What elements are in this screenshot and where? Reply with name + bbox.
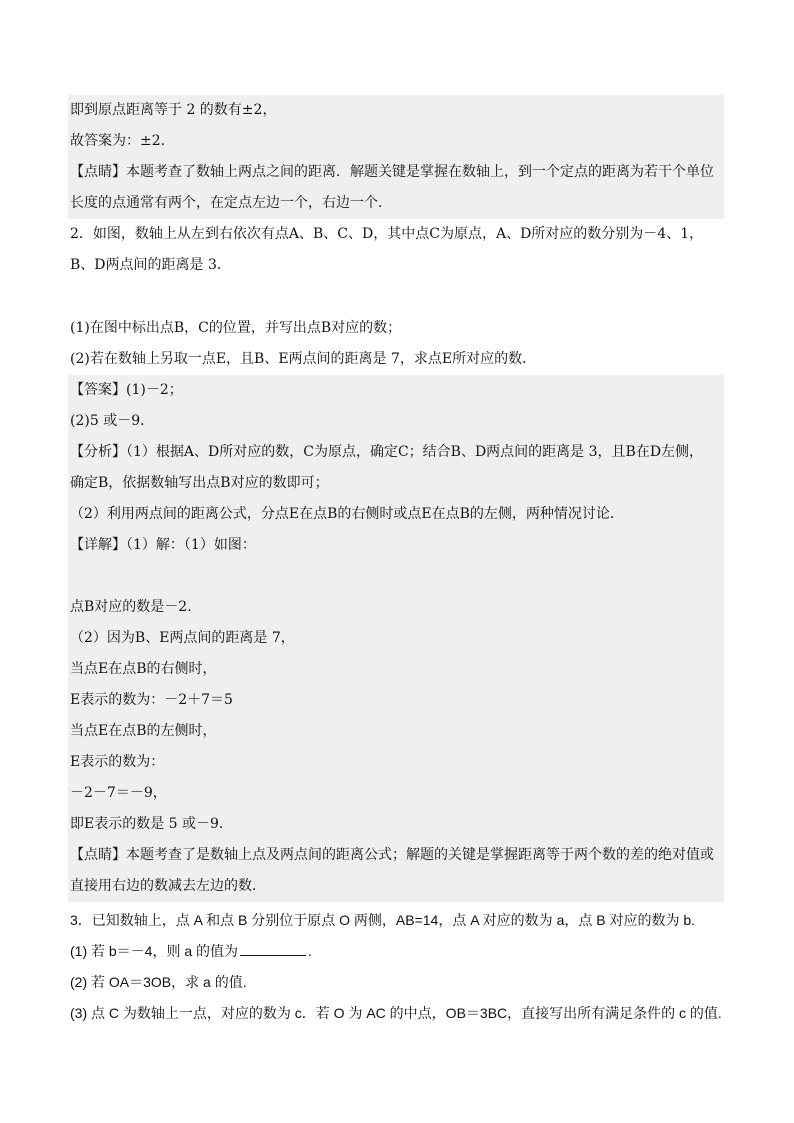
detail-line-6: 当点E在点B的左侧时， [68,716,724,747]
detail-line-7: E表示的数为： [68,747,724,778]
detail-line-3: （2）因为B、E两点间的距离是 7， [68,623,724,654]
answer-line-1: 【答案】(1)－2； [68,375,724,406]
solution-line-2: 故答案为：±2． [68,126,724,157]
comment-line-1: 【点睛】本题考查了数轴上两点之间的距离．解题关键是掌握在数轴上，到一个定点的距离为若干个单位 [68,157,724,188]
question-3-part-1-end: . [308,943,312,959]
comment-2-line-1: 【点睛】本题考查了是数轴上点及两点间的距离公式；解题的关键是掌握距离等于两个数的差的绝对值或 [68,840,724,871]
question-3-part-3: (3) 点 C 为数轴上一点，对应的数为 c．若 O 为 AC 的中点，OB＝3BC，直接写出所有满足条件的 c 的值. [70,1005,722,1021]
detail-line-1: 【详解】（1）解：（1）如图： [68,530,724,561]
question-3-part-2: (2) 若 OA＝3OB，求 a 的值. [70,974,247,990]
question-2-part-2: (2)若在数轴上另取一点E，且B、E两点间的距离是 7，求点E所对应的数． [70,351,537,367]
figure-placeholder [68,561,724,592]
detail-line-5: E表示的数为：－2＋7＝5 [68,685,724,716]
comment-2-line-2: 直接用右边的数减去左边的数． [68,871,724,902]
detail-line-9: 即E表示的数是 5 或－9． [68,809,724,840]
analysis-line-3: （2）利用两点间的距离公式，分点E在点B的右侧时或点E在点B的左侧，两种情况讨论． [68,499,724,530]
question-2-line-1: 2．如图，数轴上从左到右依次有点A、B、C、D，其中点C为原点，A、D所对应的数分别为－4、1， [70,226,704,242]
comment-line-2: 长度的点通常有两个，在定点左边一个，右边一个． [68,188,724,219]
question-2-line-2: B、D两点间的距离是 3． [70,257,231,273]
detail-line-2: 点B对应的数是－2． [68,592,724,623]
detail-line-8: －2－7＝－9， [68,778,724,809]
question-3-stem: 3．已知数轴上，点 A 和点 B 分别位于原点 O 两侧，AB=14，点 A 对应的数为 a，点 B 对应的数为 b. [70,912,696,928]
solution-line-1: 即到原点距离等于 2 的数有±2， [68,95,724,126]
analysis-line-2: 确定B，依据数轴写出点B对应的数即可； [68,468,724,499]
detail-line-4: 当点E在点B的右侧时， [68,654,724,685]
question-3-part-1-text: (1) 若 b＝－4，则 a 的值为 [70,943,239,959]
analysis-line-1: 【分析】（1）根据A、D所对应的数，C为原点，确定C；结合B、D两点间的距离是 3，且B在D左侧， [68,437,724,468]
question-3-part-1 [70,936,724,967]
answer-line-2: (2)5 或－9． [68,406,724,437]
answer-blank[interactable] [240,937,306,956]
question-2-part-1: (1)在图中标出点B，C的位置，并写出点B对应的数； [70,320,402,336]
